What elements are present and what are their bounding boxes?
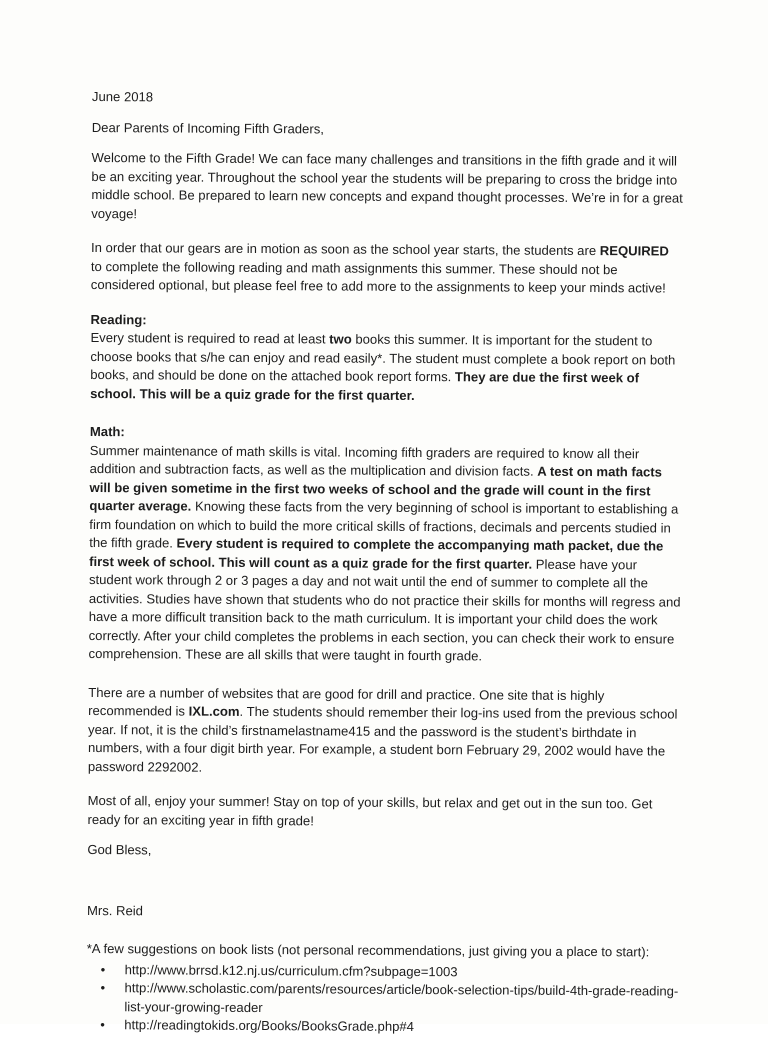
ixl-site-name: IXL.com	[188, 703, 240, 719]
reading-due-notice: They are due the first week of school. This will be a quiz grade for the first quarter.	[90, 369, 640, 403]
signoff: God Bless,	[87, 841, 152, 858]
requirement-text: In order that our gears are in motion as soon as the school year starts, the students are	[90, 239, 600, 259]
math-heading: Math:	[89, 423, 125, 440]
reading-text: Every student is required to read at least	[90, 329, 330, 347]
bullet-icon: •	[100, 961, 106, 977]
websites-text: There are a number of websites that are good for drill and practice. One site that is highly recommended is	[88, 684, 605, 719]
list-item	[100, 1016, 678, 1038]
link-url: http://www.brrsd.k12.nj.us/curriculum.cfm?subpage=1003	[124, 961, 458, 979]
math-section	[88, 423, 681, 667]
signature-name: Mrs. Reid	[86, 902, 144, 918]
websites-paragraph	[88, 683, 681, 779]
closing-paragraph: Most of all, enjoy your summer! Stay on top of your skills, but relax and get out in the sun too. Get ready for an exciting year in fifth grade!	[87, 792, 653, 828]
math-text-final: Please have your student work through 2 or 3 pages a day and not wait until the end of summer to complete all the activities. Studies have shown that students who do not practice their skills for months will regress and have a more difficult transition back to the math curriculum. It is important your child does the work correctly. After your child completes the problems in each section, you can check their work to ensure comprehension. These are all skills that were taught in fourth grade.	[88, 556, 681, 664]
math-test-notice: A test on math facts will be given sometime in the first two weeks of school and the grade will count in the first quarter average.	[89, 463, 662, 514]
required-emphasis: REQUIRED	[599, 243, 669, 259]
welcome-paragraph: Welcome to the Fifth Grade! We can face many challenges and transitions in the fifth grade and it will be an exciting year. Throughout the school year the students will be preparing to cross the bridge into middle school. Be prepared to learn new concepts and expand thought processes. We’re in for a great voyage!	[91, 149, 683, 221]
letter-body	[86, 88, 684, 1038]
requirement-paragraph	[91, 239, 683, 298]
link-url: http://www.scholastic.com/parents/resources/article/book-selection-tips/build-4th-grade-reading-list-your-growing-reader	[124, 980, 679, 1015]
reading-heading: Reading:	[90, 311, 147, 327]
websites-text-continued: . The students should remember their log-ins used from the previous school year. If not, it is the child’s firstnamelastname415 and the password is the student’s birthdate in numbers, with a four digit birth year. For example, a student born February 29, 2002 would have the password 2292002.	[87, 703, 678, 775]
math-packet-notice: Every student is required to complete the accompanying math packet, due the first week of school. This will count as a quiz grade for the first quarter.	[89, 535, 664, 572]
list-item	[100, 979, 679, 1019]
footnote: *A few suggestions on book lists (not personal recommendations, just giving you a place to start):	[86, 940, 650, 960]
letter-date: June 2018	[91, 88, 154, 105]
math-text-continued: Knowing these facts from the very beginning of school is important to establishing a firm foundation on which to build the more critical skills of fractions, decimals and percents studied in the fifth grade.	[89, 498, 679, 551]
requirement-text-continued: to complete the following reading and math assignments this summer. These should not be considered optional, but please feel free to add more to the assignments to keep your minds active!	[90, 258, 666, 296]
reading-text-continued: books this summer. It is important for the student to choose books that s/he can enjoy and read easily*. The student must complete a book report on both books, and should be done on the attached book report forms.	[90, 331, 676, 385]
math-text: Summer maintenance of math skills is vital. Incoming fifth graders are required to know all their addition and subtraction facts, as well as the multiplication and division facts.	[89, 442, 640, 479]
book-list-links	[86, 960, 678, 1038]
reading-count-emphasis: two	[329, 331, 352, 347]
reading-section	[90, 310, 683, 406]
bullet-icon: •	[100, 980, 106, 996]
link-url: http://readingtokids.org/Books/BooksGrade.php#4	[124, 1017, 415, 1034]
bullet-icon: •	[100, 1017, 105, 1033]
salutation: Dear Parents of Incoming Fifth Graders,	[91, 119, 324, 136]
